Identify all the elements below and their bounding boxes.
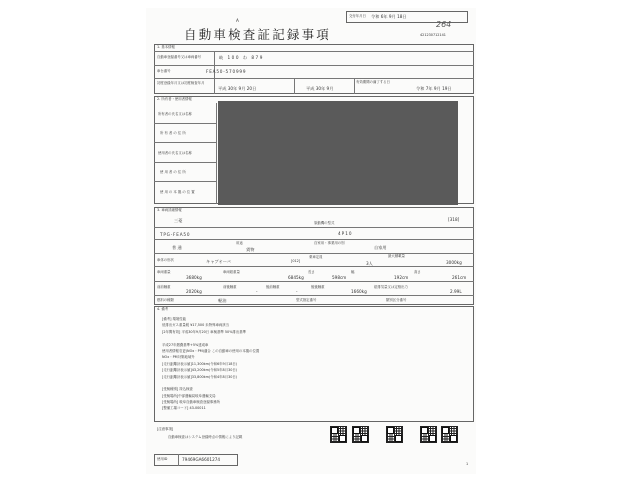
front-axle: 2020kg [186, 289, 202, 294]
mid-front-label: 前後軸重 [223, 285, 237, 289]
rear-front: - [296, 289, 298, 294]
chassis-label: 車台番号 [157, 69, 171, 73]
width-label: 幅 [351, 270, 355, 274]
user-address-label: 使 用 者 の 住 所 [160, 170, 186, 174]
document-number: 421230712141 [420, 33, 446, 37]
remarks-heading: 4. 備考 [157, 307, 169, 311]
remark-line: [備考] 環境性能 [162, 317, 187, 321]
vehicle-detail-heading: 3. 車両詳細情報 [157, 208, 182, 212]
displacement-label: 総排気量又は定格出力 [374, 285, 408, 289]
private-business-value: 自家用 [374, 245, 387, 250]
remark-line: NOx・PM対策地域外 [162, 355, 195, 360]
length-label: 長さ [308, 270, 315, 274]
registration-label: 自動車登録番号又は車両番号 [157, 55, 202, 59]
weight: 3680kg [186, 275, 202, 280]
remark-line: [受検場所]中部運輸局岐阜運輸支局 [162, 393, 216, 398]
remark-line: 使用者情報変更(NOx・PM)適合 この自動車の使用の本拠の位置 [162, 348, 260, 353]
registration-number: 岐 100 わ 879 [219, 55, 264, 60]
rear-front-label: 後前軸重 [266, 285, 280, 289]
qr-code-5 [441, 426, 458, 443]
rear-axle-label: 後後軸重 [311, 285, 325, 289]
qr-code-2 [352, 426, 369, 443]
engine-model: 4P10 [338, 231, 353, 236]
gross-weight: 6845kg [288, 275, 304, 280]
body-shape: キャブオーバ [206, 259, 231, 264]
use-label: 用途 [236, 241, 243, 245]
height-label: 高さ [414, 270, 421, 274]
chassis-number: FEA50-570999 [206, 69, 247, 74]
notice-text: 自動車検査はシステム登録時点の情報により記載 [168, 435, 243, 439]
remarks-list [162, 316, 412, 412]
weight-label: 車両重量 [157, 270, 171, 274]
remark-line: [受検場所] 岐阜自動車検査登録事務所 [162, 400, 220, 405]
qr-code-3 [386, 426, 403, 443]
header-mark: A [236, 18, 239, 23]
private-business-label: 自家用・事業用の別 [314, 241, 345, 245]
max-load-label: 最大積載量 [388, 254, 405, 258]
page-title: 自動車検査証記録事項 [184, 27, 332, 42]
issue-date: 令和 6年 9月 18日 [371, 14, 407, 19]
expiry-label: 有効期間の満了する日 [356, 80, 390, 84]
remark-line: [走行距離計表示値]43,200km(令和5年8月30日) [162, 368, 238, 373]
height: 261cm [452, 275, 467, 280]
basic-info-heading: 1. 基本情報 [157, 45, 175, 49]
inspection-certificate-page [146, 8, 476, 474]
body-label: 車体の形状 [157, 258, 174, 262]
rear-axle: 1660kg [351, 289, 367, 294]
issue-date-label: 交付年月日 [349, 14, 366, 18]
owner-user-heading: 2. 所有者・使用者情報 [157, 97, 192, 101]
remark-line: [走行距離計表示値]33,800km(令和4年8月30日) [162, 374, 238, 379]
qr-code-4 [420, 426, 437, 443]
remark-line: [整備工場コード] 43-00011 [162, 406, 206, 411]
front-axle-label: 前前軸重 [157, 285, 171, 289]
gross-label: 車両総重量 [223, 270, 240, 274]
vehicle-kind: 普 通 [172, 245, 182, 250]
mid-front: - [256, 289, 258, 294]
page-mark: 1 [466, 462, 469, 466]
remark-line: 平成27年燃費基準+5%達成車 [162, 342, 209, 347]
displacement: 2.99L [450, 289, 462, 294]
capacity: 3人 [366, 261, 373, 266]
width: 192cm [394, 275, 409, 280]
engine-label: 原動機の型式 [314, 221, 335, 225]
type-label: 型式指定番号 [296, 298, 317, 302]
fuel-label: 燃料の種類 [157, 298, 174, 302]
model: TPG-FEA50 [160, 232, 191, 237]
notice-title: [注意事項] [157, 427, 174, 431]
remark-line: 低排出ガス重量税 ¥17,500 未特殊車両該当 [162, 323, 230, 328]
base-location-label: 使 用 の 本 拠 の 位 置 [160, 190, 195, 194]
use-value: 貨物 [246, 247, 255, 252]
first-registration-year: 平成 30年 9月 [306, 86, 334, 91]
remark-line: [走行距離計表示値]11,300km(令和6年9月18日) [162, 361, 238, 366]
body-code: [012] [291, 259, 301, 263]
hand-note: 264 [436, 20, 452, 29]
fuel-type: 軽油 [218, 298, 227, 303]
class-label: 類別区分番号 [386, 298, 407, 302]
user-name-label: 使用者の氏名又は名称 [158, 151, 192, 155]
qr-code-1 [330, 426, 347, 443]
id-value: 79469GA6601274 [182, 457, 221, 462]
redacted-owner-info [218, 101, 458, 205]
first-registration-label: 初度登録年月又は初度検査年月 [157, 81, 205, 85]
capacity-label: 乗車定員 [309, 255, 323, 259]
vehicle-code: [318] [448, 217, 460, 222]
expiry-date: 令和 7年 9月 19日 [416, 86, 452, 91]
length: 598cm [332, 275, 347, 280]
owner-address-label: 所 有 者 の 住 所 [160, 131, 186, 135]
maker: 三菱 [174, 218, 183, 223]
owner-name-label: 所有者の氏名又は名称 [158, 112, 192, 116]
id-label: 使用ID [157, 457, 168, 461]
first-registration-date: 平成 30年 9月 20日 [218, 86, 257, 91]
remark-line: [2年間有効] 平成30年9月20日 車検基準 50%排出基準 [162, 329, 246, 334]
remark-line: [受検種別] 持込検査 [162, 387, 193, 392]
max-load: 3000kg [446, 260, 462, 265]
